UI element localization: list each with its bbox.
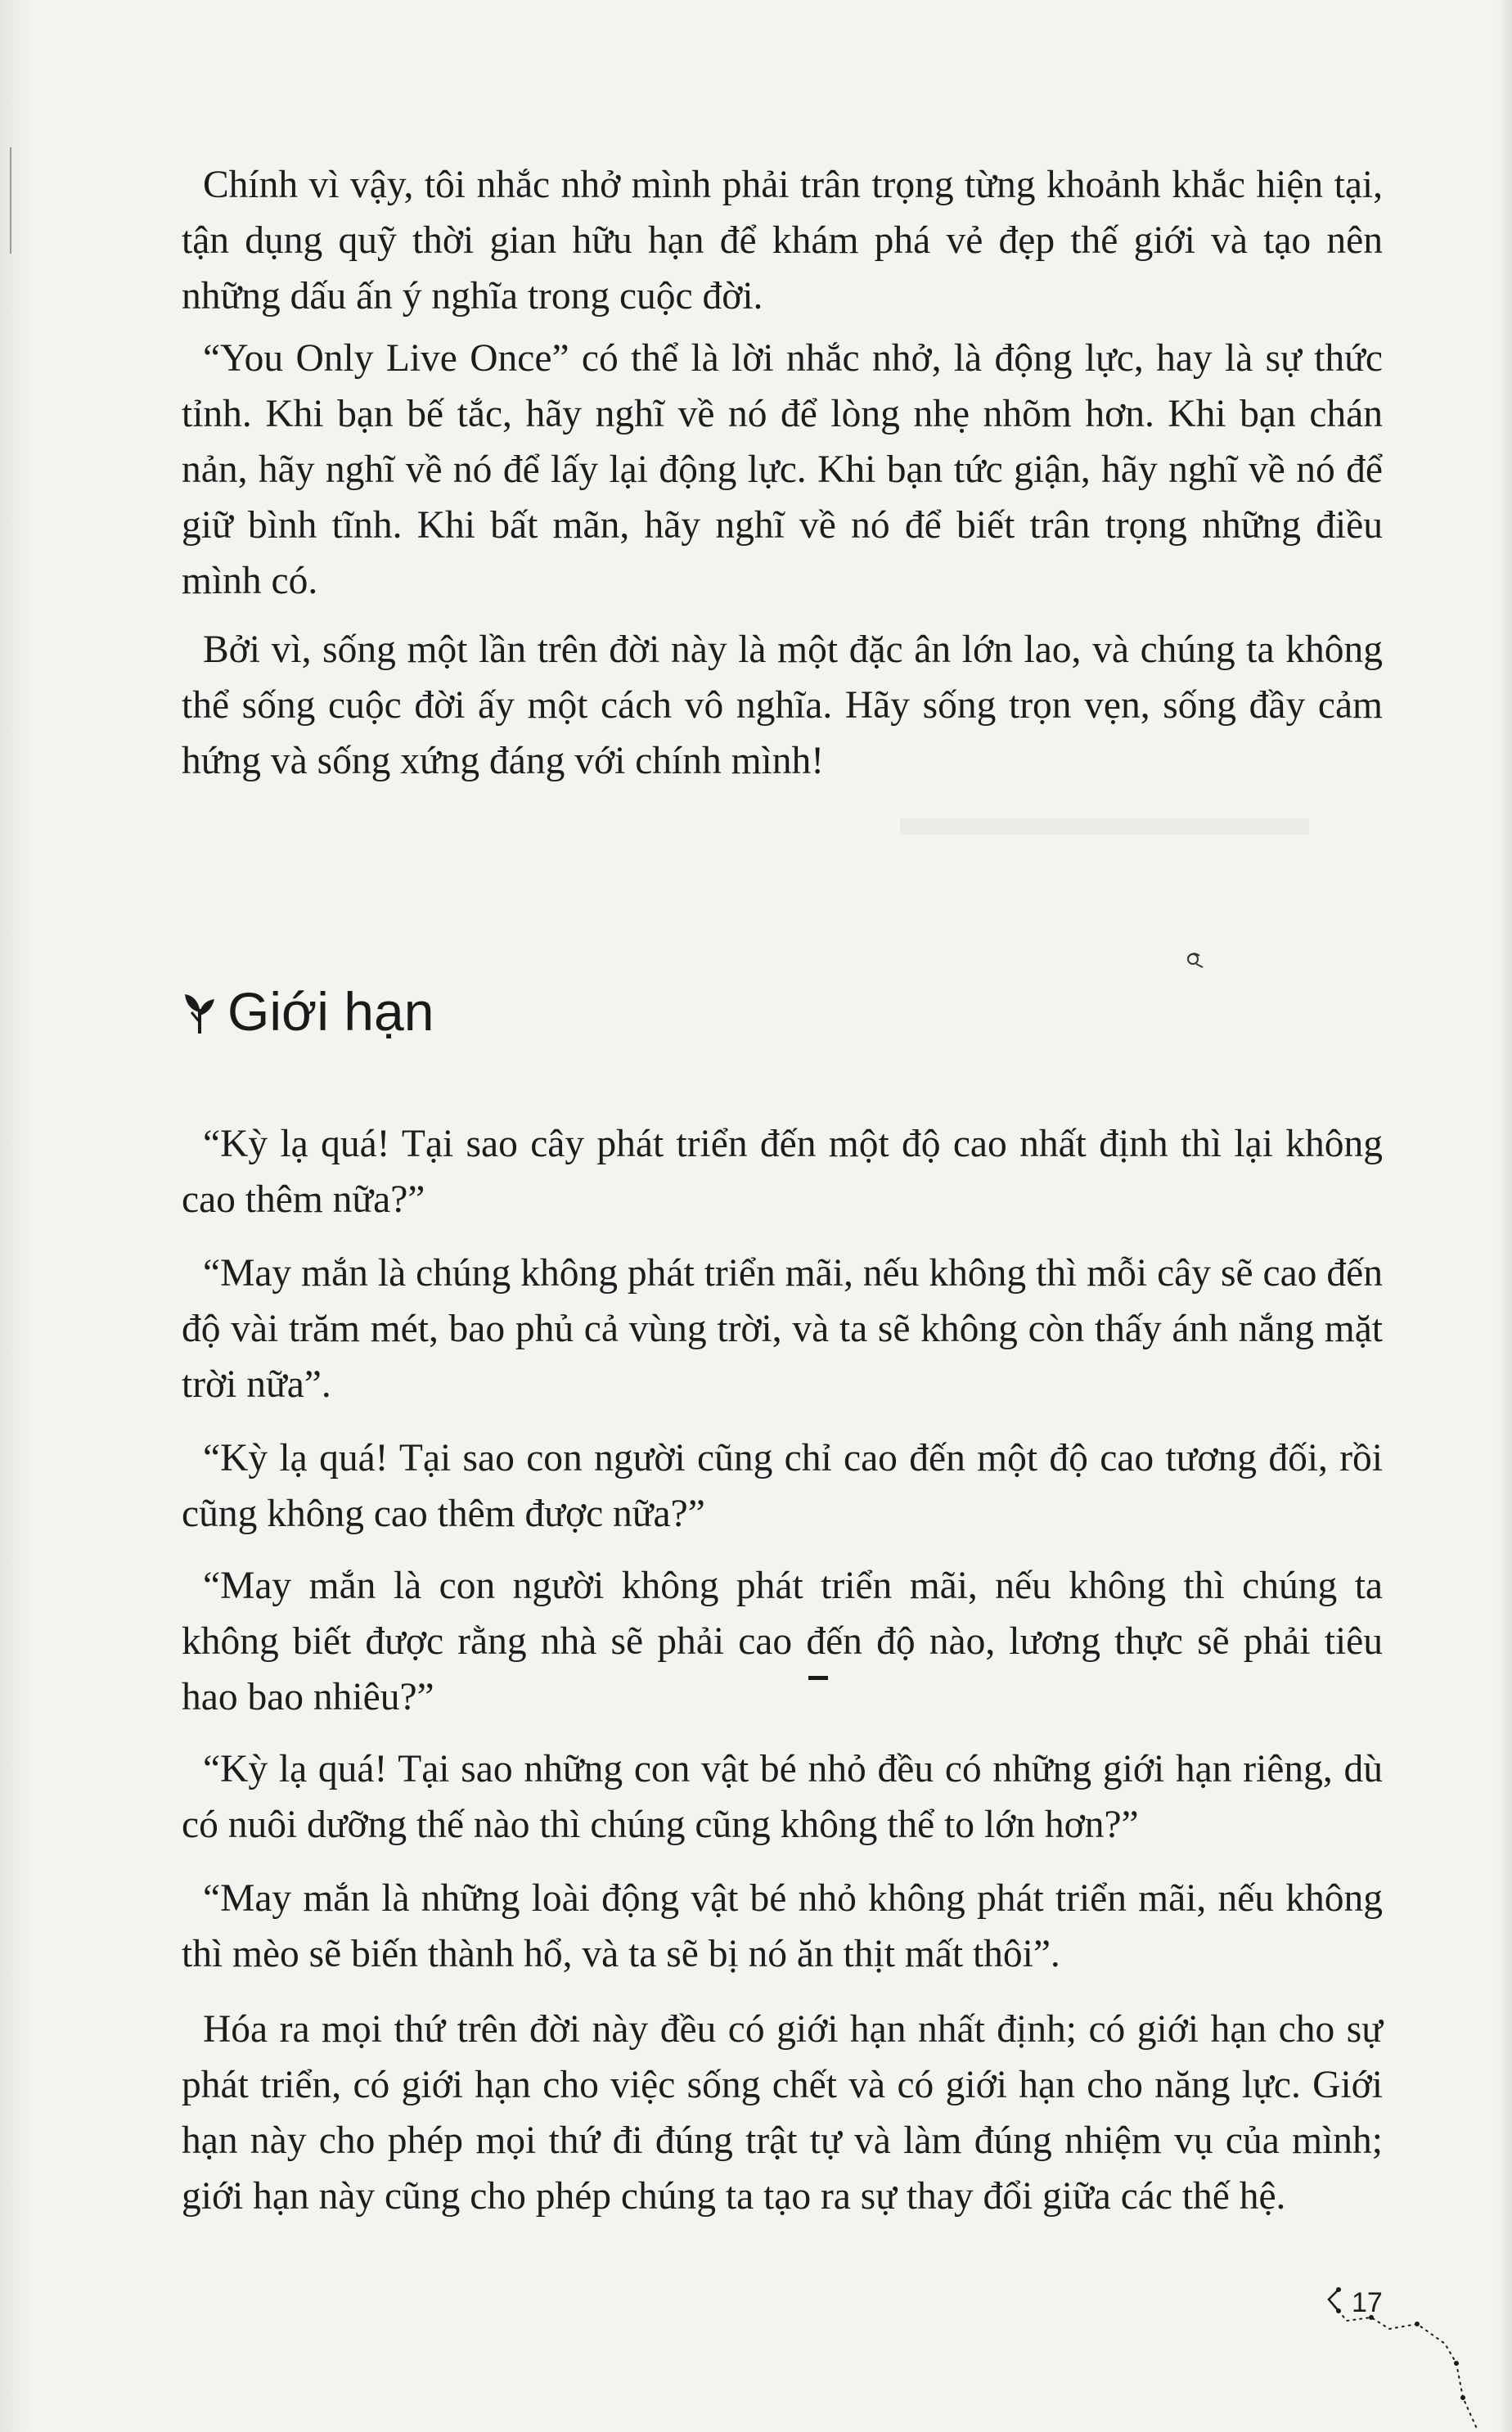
- constellation-icon: [1314, 2267, 1512, 2432]
- paragraph-10: Hóa ra mọi thứ trên đời này đều có giới hạn nhất định; có giới hạn cho sự phát triển, có giới hạn cho việc sống chết và có giới hạn cho năng lực. Giới hạn này cho phép mọi thứ đi đúng trật tự và làm đúng nhiệm vụ của mình; giới hạn này cũng cho phép chúng ta tạo ra sự thay đổi giữa các thế hệ.: [182, 2008, 1383, 2218]
- section-heading-text: Giới hạn: [227, 981, 434, 1042]
- paragraph-6: “Kỳ lạ quá! Tại sao con người cũng chỉ cao đến một độ cao tương đối, rồi cũng không cao thêm được nữa?”: [182, 1437, 1383, 1535]
- page-edge-shadow: [1497, 0, 1512, 2432]
- page-footer: [1314, 2267, 1512, 2432]
- paragraph-8: “Kỳ lạ quá! Tại sao những con vật bé nhỏ đều có những giới hạn riêng, dù có nuôi dưỡng thế nào thì chúng cũng không thể to lớn hơn?”: [182, 1748, 1383, 1846]
- paragraph-4: “Kỳ lạ quá! Tại sao cây phát triển đến một độ cao nhất định thì lại không cao thêm nữa?”: [182, 1123, 1383, 1221]
- page-number: 17: [1352, 2287, 1383, 2318]
- small-flourish-icon: [1185, 949, 1206, 971]
- sprout-icon: [182, 988, 218, 1035]
- paragraph-5: “May mắn là chúng không phát triển mãi, nếu không thì mỗi cây sẽ cao đến độ vài trăm mét, bao phủ cả vùng trời, và ta sẽ không còn thấy ánh nắng mặt trời nữa”.: [182, 1252, 1383, 1406]
- paragraph-3: Bởi vì, sống một lần trên đời này là một đặc ân lớn lao, và chúng ta không thể sống cuộc đời ấy một cách vô nghĩa. Hãy sống trọn vẹn, sống đầy cảm hứng và sống xứng đáng với chính mình!: [182, 628, 1383, 782]
- section-heading: [182, 979, 434, 1044]
- paragraph-7: “May mắn là con người không phát triển mãi, nếu không thì chúng ta không biết được rằng nhà sẽ phải cao đến độ nào, lương thực sẽ phải tiêu hao bao nhiêu?”: [182, 1565, 1383, 1718]
- paragraph-2: “You Only Live Once” có thể là lời nhắc nhở, là động lực, hay là sự thức tỉnh. Khi bạn bế tắc, hãy nghĩ về nó để lòng nhẹ nhõm hơn. Khi bạn chán nản, hãy nghĩ về nó để lấy lại động lực. Khi bạn tức giận, hãy nghĩ về nó để giữ bình tĩnh. Khi bất mãn, hãy nghĩ về nó để biết trân trọng những điều mình có.: [182, 337, 1383, 602]
- paragraph-1: Chính vì vậy, tôi nhắc nhở mình phải trân trọng từng khoảnh khắc hiện tại, tận dụng quỹ thời gian hữu hạn để khám phá vẻ đẹp thế giới và tạo nên những dấu ấn ý nghĩa trong cuộc đời.: [182, 164, 1383, 318]
- paragraph-9: “May mắn là những loài động vật bé nhỏ không phát triển mãi, nếu không thì mèo sẽ biến thành hổ, và ta sẽ bị nó ăn thịt mất thôi”.: [182, 1877, 1383, 1975]
- stray-mark: [808, 1676, 828, 1680]
- binding-edge-mark: [10, 147, 11, 254]
- show-through-shadow: [900, 818, 1309, 835]
